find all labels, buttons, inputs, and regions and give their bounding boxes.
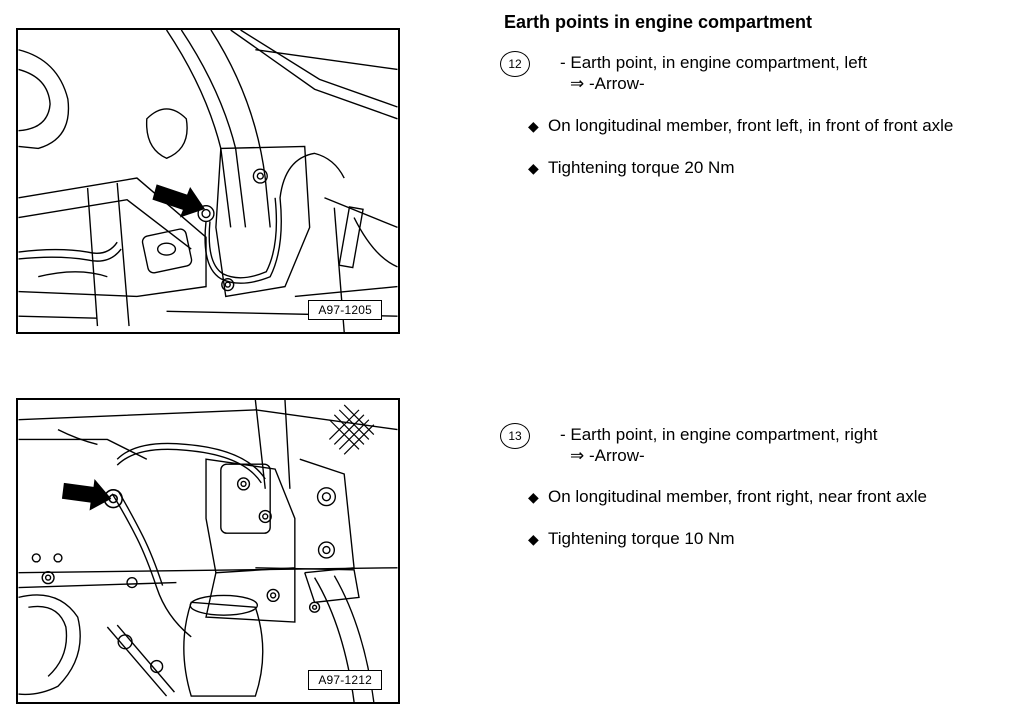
bullet-item: ◆ On longitudinal member, front left, in front of front axle <box>528 116 954 135</box>
bullet-item: ◆ Tightening torque 10 Nm <box>528 529 735 548</box>
item-number-badge: 12 <box>500 51 530 77</box>
arrow-reference: ⇒ -Arrow- <box>570 74 645 93</box>
page-heading: Earth points in engine compartment <box>504 12 813 32</box>
bullet-item: ◆ Tightening torque 20 Nm <box>528 158 735 177</box>
bullet-item: ◆ On longitudinal member, front right, near front axle <box>528 487 927 506</box>
engine-compartment-right-illustration <box>18 400 398 702</box>
arrow-pointer <box>62 479 111 511</box>
item-title: - Earth point, in engine compartment, right <box>560 425 878 444</box>
item-number-badge: 13 <box>500 423 530 449</box>
diamond-bullet-icon: ◆ <box>528 160 539 176</box>
figure-label: A97-1205 <box>308 300 382 320</box>
diamond-bullet-icon: ◆ <box>528 118 539 134</box>
diamond-bullet-icon: ◆ <box>528 489 539 505</box>
engine-compartment-left-illustration <box>18 30 398 332</box>
item-title: - Earth point, in engine compartment, left <box>560 53 868 72</box>
figure-label: A97-1212 <box>308 670 382 690</box>
diamond-bullet-icon: ◆ <box>528 531 539 547</box>
arrow-reference: ⇒ -Arrow- <box>570 446 645 465</box>
figure-earth-point-left <box>16 28 400 334</box>
figure-earth-point-right <box>16 398 400 704</box>
